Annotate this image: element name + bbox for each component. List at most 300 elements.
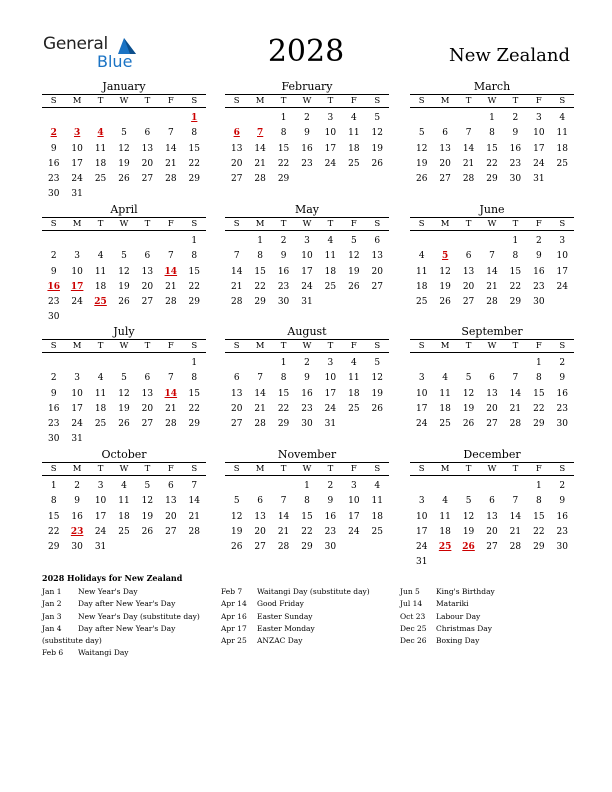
weekday-label: S [233, 464, 240, 474]
weekday-label: T [97, 219, 104, 229]
day-cell: 19 [141, 511, 154, 522]
holiday-date: Dec 26 [400, 636, 427, 646]
week-row [225, 402, 389, 417]
day-cell: 25 [348, 403, 360, 414]
empty-day-cell [159, 310, 182, 325]
day-cell: 2 [280, 236, 287, 246]
day-cell: 13 [141, 143, 154, 154]
weekday-label: F [167, 219, 174, 229]
holiday-name: Easter Monday [257, 623, 315, 633]
weekday-label: W [302, 219, 312, 229]
day-cell: 23 [301, 158, 313, 169]
day-cell: 12 [439, 266, 451, 277]
holiday-day-cell: 5 [442, 251, 449, 262]
holiday-day-cell: 1 [191, 113, 198, 123]
weekday-label: T [327, 341, 334, 351]
day-cell: 4 [442, 496, 448, 507]
day-cell: 25 [556, 158, 568, 169]
day-cell: 12 [371, 128, 383, 139]
day-cell: 28 [462, 174, 475, 185]
day-cell: 17 [533, 143, 545, 154]
day-cell: 14 [462, 143, 475, 154]
holiday-date: Apr 25 [221, 636, 247, 646]
day-cell: 8 [535, 373, 542, 384]
week-row [410, 540, 574, 555]
weekday-header [42, 462, 206, 476]
month-name: January [102, 80, 146, 93]
day-cell: 14 [509, 511, 522, 522]
holiday-day-cell: 3 [74, 128, 81, 139]
weekday-label: S [50, 96, 57, 106]
day-cell: 30 [47, 189, 60, 200]
week-row [410, 479, 574, 494]
holiday-name: Boxing Day [436, 636, 480, 646]
day-cell: 14 [509, 388, 522, 399]
weekday-label: T [465, 96, 472, 106]
holiday-item [42, 598, 212, 610]
day-cell: 20 [486, 526, 498, 537]
day-cell: 13 [230, 143, 243, 154]
day-cell: 13 [165, 496, 177, 507]
day-cell: 19 [348, 266, 360, 277]
week-row [410, 371, 574, 386]
month-february [225, 80, 389, 187]
day-cell: 29 [254, 297, 266, 308]
weekday-label: T [97, 464, 104, 474]
empty-day-cell [183, 310, 206, 325]
day-cell: 1 [191, 236, 198, 246]
weekday-label: W [487, 341, 497, 351]
day-cell: 8 [280, 373, 287, 384]
day-cell: 20 [230, 158, 243, 169]
holiday-item [42, 611, 212, 623]
empty-day-cell [136, 540, 159, 555]
week-row [410, 249, 574, 264]
weekday-label: T [97, 96, 104, 106]
holiday-date: Jan 2 [42, 599, 62, 609]
empty-day-cell [112, 356, 135, 371]
week-row [225, 111, 389, 126]
day-cell: 23 [556, 526, 568, 537]
weekday-label: F [535, 219, 542, 229]
day-cell: 8 [280, 128, 287, 139]
day-cell: 15 [277, 388, 290, 399]
empty-day-cell [551, 295, 574, 310]
day-cell: 16 [556, 388, 568, 399]
day-cell: 6 [144, 373, 151, 384]
weekday-label: S [418, 464, 425, 474]
week-row [225, 249, 389, 264]
day-cell: 10 [324, 373, 337, 384]
day-cell: 6 [374, 236, 381, 246]
day-cell: 5 [121, 373, 127, 384]
day-cell: 4 [350, 113, 357, 123]
holiday-date: Jun 5 [400, 587, 420, 596]
weekday-label: T [465, 341, 472, 351]
empty-day-cell [272, 479, 295, 494]
weekday-label: T [144, 219, 151, 229]
empty-day-cell [551, 555, 574, 570]
month-march [410, 80, 574, 187]
day-cell: 11 [415, 266, 428, 277]
empty-day-cell [410, 356, 433, 371]
weekday-label: S [418, 219, 425, 229]
day-cell: 19 [439, 281, 451, 292]
empty-day-cell [183, 432, 206, 447]
month-name: June [479, 203, 505, 216]
day-cell: 5 [418, 128, 425, 139]
day-cell: 16 [556, 511, 568, 522]
week-row [42, 295, 206, 310]
day-cell: 3 [327, 113, 334, 123]
weekday-label: F [350, 96, 357, 106]
day-cell: 11 [94, 143, 107, 154]
day-cell: 6 [442, 128, 448, 139]
day-cell: 9 [559, 496, 566, 507]
weekday-label: M [72, 219, 82, 229]
holiday-day-cell: 14 [164, 388, 178, 399]
day-cell: 26 [230, 542, 243, 553]
day-cell: 9 [304, 373, 310, 384]
day-cell: 6 [144, 128, 151, 139]
week-row [42, 249, 206, 264]
day-cell: 3 [418, 373, 425, 384]
day-cell: 18 [94, 281, 107, 292]
day-cell: 4 [559, 113, 566, 123]
day-cell: 27 [141, 297, 154, 308]
day-cell: 17 [556, 266, 568, 277]
empty-day-cell [480, 356, 503, 371]
weekday-label: T [465, 464, 472, 474]
day-cell: 4 [350, 358, 357, 368]
week-row [42, 540, 206, 555]
empty-day-cell [112, 432, 135, 447]
day-cell: 30 [301, 419, 313, 430]
week-row [225, 157, 389, 172]
day-cell: 8 [257, 251, 263, 262]
day-cell: 16 [47, 158, 60, 169]
week-row [225, 142, 389, 157]
day-cell: 29 [277, 419, 290, 430]
empty-day-cell [225, 356, 248, 371]
day-cell: 22 [188, 403, 200, 414]
empty-day-cell [89, 310, 112, 325]
weekday-label: T [512, 96, 519, 106]
day-cell: 31 [94, 542, 107, 553]
empty-day-cell [480, 555, 503, 570]
day-cell: 7 [233, 251, 240, 262]
empty-day-cell [89, 432, 112, 447]
holiday-item [221, 611, 391, 623]
day-cell: 16 [324, 511, 337, 522]
day-cell: 2 [304, 113, 310, 123]
week-row [410, 142, 574, 157]
holiday-item [42, 635, 212, 647]
day-cell: 8 [191, 373, 198, 384]
weekday-label: S [559, 96, 566, 106]
day-cell: 6 [465, 251, 472, 262]
holiday-item [400, 611, 570, 623]
empty-day-cell [248, 479, 271, 494]
empty-day-cell [183, 187, 206, 202]
holiday-date: Jul 14 [400, 599, 423, 609]
day-cell: 11 [94, 266, 107, 277]
day-cell: 20 [141, 403, 154, 414]
empty-day-cell [112, 111, 135, 126]
holiday-date: Apr 14 [221, 599, 247, 609]
day-cell: 22 [486, 158, 498, 169]
month-name: March [473, 80, 511, 93]
day-cell: 9 [50, 143, 57, 154]
holiday-column [42, 586, 212, 660]
week-row [42, 479, 206, 494]
day-cell: 8 [191, 251, 198, 262]
day-cell: 17 [415, 403, 428, 414]
day-cell: 10 [71, 266, 83, 277]
month-name: May [294, 203, 320, 216]
logo-text-general: General [43, 34, 108, 54]
empty-day-cell [433, 111, 456, 126]
day-cell: 10 [324, 128, 337, 139]
day-cell: 8 [304, 496, 310, 507]
weekday-label: M [72, 464, 82, 474]
week-row [42, 172, 206, 187]
day-cell: 28 [165, 174, 177, 185]
week-row [410, 387, 574, 402]
day-cell: 21 [462, 158, 475, 169]
month-january [42, 80, 206, 203]
holiday-day-cell: 25 [94, 297, 107, 308]
empty-day-cell [342, 417, 365, 432]
day-cell: 13 [439, 143, 451, 154]
day-cell: 20 [486, 403, 498, 414]
holiday-name: ANZAC Day [257, 636, 303, 646]
day-cell: 9 [512, 128, 519, 139]
day-cell: 30 [533, 297, 545, 308]
day-cell: 30 [277, 297, 290, 308]
weekday-label: T [327, 464, 334, 474]
day-cell: 5 [121, 128, 127, 139]
day-cell: 6 [257, 496, 263, 507]
week-row [410, 525, 574, 540]
weekday-label: M [255, 219, 265, 229]
empty-day-cell [366, 172, 389, 187]
weekday-label: W [302, 96, 312, 106]
weekday-label: W [119, 96, 129, 106]
logo-text-blue: Blue [97, 52, 133, 71]
day-cell: 19 [371, 388, 383, 399]
day-cell: 13 [486, 511, 498, 522]
day-cell: 5 [465, 496, 472, 507]
empty-day-cell [457, 555, 480, 570]
empty-day-cell [295, 172, 318, 187]
month-december [410, 448, 574, 571]
week-row [225, 387, 389, 402]
day-cell: 19 [415, 158, 428, 169]
week-row [42, 280, 206, 295]
week-row [225, 494, 389, 509]
week-row [42, 402, 206, 417]
holiday-day-cell: 26 [462, 542, 475, 553]
day-cell: 23 [47, 419, 60, 430]
day-cell: 28 [254, 419, 266, 430]
weekday-label: W [119, 341, 129, 351]
holiday-day-cell: 17 [70, 281, 84, 292]
day-cell: 9 [74, 496, 80, 507]
weekday-header [410, 462, 574, 476]
holiday-name: Good Friday [257, 599, 304, 609]
day-cell: 26 [371, 158, 383, 169]
weekday-label: T [280, 464, 287, 474]
weekday-label: S [559, 464, 566, 474]
day-cell: 18 [371, 511, 383, 522]
day-cell: 25 [439, 419, 451, 430]
empty-day-cell [65, 356, 88, 371]
day-cell: 1 [535, 481, 542, 491]
day-cell: 7 [489, 251, 495, 262]
day-cell: 29 [277, 174, 290, 185]
day-cell: 27 [141, 419, 154, 430]
day-cell: 20 [439, 158, 451, 169]
day-cell: 21 [254, 403, 266, 414]
weekday-label: M [440, 96, 450, 106]
day-cell: 24 [533, 158, 545, 169]
day-cell: 26 [462, 419, 475, 430]
generalblue-logo[interactable] [43, 34, 143, 70]
holiday-date: Apr 16 [221, 611, 247, 621]
empty-day-cell [159, 234, 182, 249]
day-cell: 19 [371, 143, 383, 154]
empty-day-cell [225, 234, 248, 249]
holiday-date: Feb 6 [42, 648, 64, 658]
empty-day-cell [136, 111, 159, 126]
day-cell: 31 [415, 557, 428, 568]
day-cell: 11 [556, 128, 568, 139]
weekday-label: M [72, 341, 82, 351]
month-july [42, 325, 206, 448]
day-cell: 21 [165, 281, 177, 292]
day-cell: 4 [327, 236, 334, 246]
holiday-day-cell: 23 [70, 526, 84, 537]
weekday-label: S [191, 219, 198, 229]
day-cell: 7 [167, 128, 174, 139]
day-cell: 9 [535, 251, 542, 262]
holiday-name: Waitangi Day [78, 648, 129, 658]
holiday-name: Day after New Year's Day [78, 599, 176, 609]
day-cell: 15 [188, 266, 200, 277]
day-cell: 13 [254, 511, 266, 522]
day-cell: 10 [94, 496, 107, 507]
day-cell: 2 [50, 373, 57, 384]
day-cell: 26 [371, 403, 383, 414]
day-cell: 27 [486, 542, 498, 553]
day-cell: 10 [348, 496, 360, 507]
day-cell: 18 [118, 511, 130, 522]
day-cell: 11 [94, 388, 107, 399]
month-june [410, 203, 574, 310]
holiday-name: Easter Sunday [257, 611, 313, 621]
weekday-label: T [327, 219, 334, 229]
day-cell: 15 [47, 511, 60, 522]
month-april [42, 203, 206, 326]
header [0, 0, 612, 80]
day-cell: 3 [327, 358, 334, 368]
weekday-label: S [233, 219, 240, 229]
day-cell: 26 [415, 174, 428, 185]
day-cell: 1 [535, 358, 542, 368]
weekday-label: T [512, 464, 519, 474]
day-cell: 24 [415, 542, 428, 553]
week-row [225, 540, 389, 555]
weekday-label: W [302, 341, 312, 351]
weekday-header [225, 339, 389, 353]
empty-day-cell [42, 356, 65, 371]
day-cell: 30 [71, 542, 83, 553]
empty-day-cell [112, 310, 135, 325]
day-cell: 2 [512, 113, 519, 123]
weekday-label: F [535, 96, 542, 106]
empty-day-cell [89, 111, 112, 126]
empty-day-cell [457, 234, 480, 249]
day-cell: 11 [371, 496, 383, 507]
day-cell: 22 [509, 281, 522, 292]
empty-day-cell [159, 187, 182, 202]
day-cell: 23 [324, 526, 337, 537]
weekday-label: T [512, 341, 519, 351]
day-cell: 27 [165, 526, 177, 537]
weekday-label: T [144, 341, 151, 351]
empty-day-cell [342, 540, 365, 555]
day-cell: 24 [71, 419, 83, 430]
weekday-header [225, 94, 389, 108]
day-cell: 23 [533, 281, 545, 292]
empty-day-cell [136, 310, 159, 325]
day-cell: 26 [439, 297, 451, 308]
day-cell: 10 [71, 388, 83, 399]
day-cell: 3 [97, 481, 104, 491]
day-cell: 22 [188, 281, 200, 292]
weekday-label: W [487, 219, 497, 229]
day-cell: 30 [324, 542, 337, 553]
day-cell: 19 [230, 526, 243, 537]
empty-day-cell [225, 111, 248, 126]
day-cell: 29 [533, 542, 545, 553]
holiday-day-cell: 2 [50, 128, 57, 139]
weekday-label: F [350, 341, 357, 351]
holiday-date: Jan 3 [42, 611, 62, 621]
day-cell: 7 [512, 373, 519, 384]
weekday-label: S [374, 96, 381, 106]
day-cell: 25 [94, 174, 107, 185]
day-cell: 29 [188, 419, 200, 430]
day-cell: 14 [188, 496, 200, 507]
day-cell: 20 [371, 266, 383, 277]
empty-day-cell [183, 540, 206, 555]
day-cell: 6 [167, 481, 174, 491]
holiday-item [221, 623, 391, 635]
weekday-label: M [255, 96, 265, 106]
day-cell: 19 [462, 526, 475, 537]
day-cell: 22 [188, 158, 200, 169]
day-cell: 12 [348, 251, 360, 262]
holiday-day-cell: 16 [47, 281, 60, 292]
day-cell: 5 [121, 251, 127, 262]
day-cell: 18 [94, 403, 107, 414]
day-cell: 1 [191, 358, 198, 368]
week-row [42, 494, 206, 509]
day-cell: 1 [489, 113, 495, 123]
week-row [410, 494, 574, 509]
